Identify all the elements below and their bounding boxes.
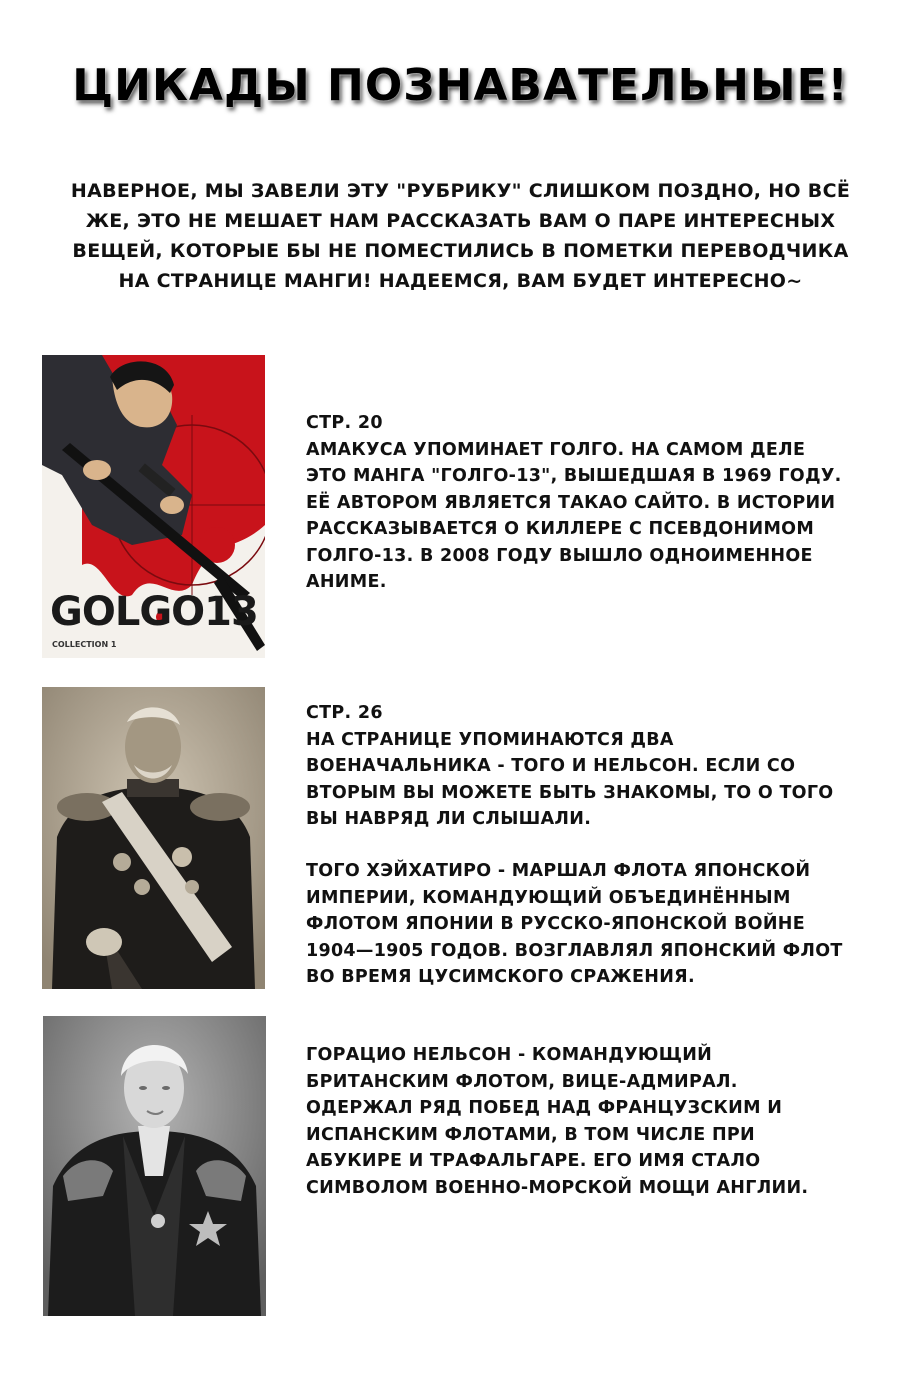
nelson-description: ГОРАЦИО НЕЛЬСОН - КОМАНДУЮЩИЙ БРИТАНСКИМ ФЛОТОМ, ВИЦЕ-АДМИРАЛ. ОДЕРЖАЛ РЯД ПОБЕД НАД ФРАНЦУЗСКИМ И ИСПАНСКИМ ФЛОТАМИ, В ТОМ ЧИСЛЕ ПРИ АБУКИРЕ И ТРАФАЛЬГАРЕ. ЕГО ИМЯ СТАЛО СИМВОЛОМ ВОЕННО-МОРСКОЙ МОЩИ АНГЛИИ.	[306, 1045, 809, 1198]
page-title: ЦИКАДЫ ПОЗНАВАТЕЛЬНЫЕ!	[72, 60, 849, 111]
togo-portrait-image	[42, 687, 265, 989]
entry-text: АМАКУСА УПОМИНАЕТ ГОЛГО. НА САМОМ ДЕЛЕ ЭТО МАНГА "ГОЛГО-13", ВЫШЕДШАЯ В 1969 ГОДУ. ЕЁ АВТОРОМ ЯВЛЯЕТСЯ ТАКАО САЙТО. В ИСТОРИИ РАССКАЗЫВАЕТСЯ О КИЛЛЕРЕ С ПСЕВДОНИМОМ ГОЛГО-13. В 2008 ГОДУ ВЫШЛО ОДНОИМЕННОЕ АНИМЕ.	[306, 439, 842, 592]
intro-paragraph: НАВЕРНОЕ, МЫ ЗАВЕЛИ ЭТУ "РУБРИКУ" СЛИШКОМ ПОЗДНО, НО ВСЁ ЖЕ, ЭТО НЕ МЕШАЕТ НАМ РАССКАЗАТЬ ВАМ О ПАРЕ ИНТЕРЕСНЫХ ВЕЩЕЙ, КОТОРЫЕ БЫ НЕ ПОМЕСТИЛИСЬ В ПОМЕТКИ ПЕРЕВОДЧИКА НА СТРАНИЦЕ МАНГИ! НАДЕЕМСЯ, ВАМ БУДЕТ ИНТЕРЕСНО~	[70, 180, 851, 292]
togo-description: ТОГО ХЭЙХАТИРО - МАРШАЛ ФЛОТА ЯПОНСКОЙ ИМПЕРИИ, КОМАНДУЮЩИЙ ОБЪЕДИНЁННЫМ ФЛОТОМ ЯПОНИИ В РУССКО-ЯПОНСКОЙ ВОЙНЕ 1904—1905 ГОДОВ. ВОЗГЛАВЛЯЛ ЯПОНСКИЙ ФЛОТ ВО ВРЕМЯ ЦУСИМСКОГО СРАЖЕНИЯ.	[306, 861, 843, 987]
entry-golgo	[306, 410, 846, 596]
golgo-logo-text: GOLGO13	[50, 589, 258, 635]
entry-page-ref: СТР. 20	[306, 413, 383, 433]
golgo-13-cover-image	[42, 355, 265, 658]
entry-page-ref: СТР. 26	[306, 703, 383, 723]
golgo-collection-text: COLLECTION 1	[52, 640, 117, 649]
entry-text: НА СТРАНИЦЕ УПОМИНАЮТСЯ ДВА ВОЕНАЧАЛЬНИКА - ТОГО И НЕЛЬСОН. ЕСЛИ СО ВТОРЫМ ВЫ МОЖЕТЕ БЫТЬ ЗНАКОМЫ, ТО О ТОГО ВЫ НАВРЯД ЛИ СЛЫШАЛИ.	[306, 729, 834, 829]
entry-commanders	[306, 700, 846, 833]
nelson-portrait-image	[43, 1016, 266, 1316]
